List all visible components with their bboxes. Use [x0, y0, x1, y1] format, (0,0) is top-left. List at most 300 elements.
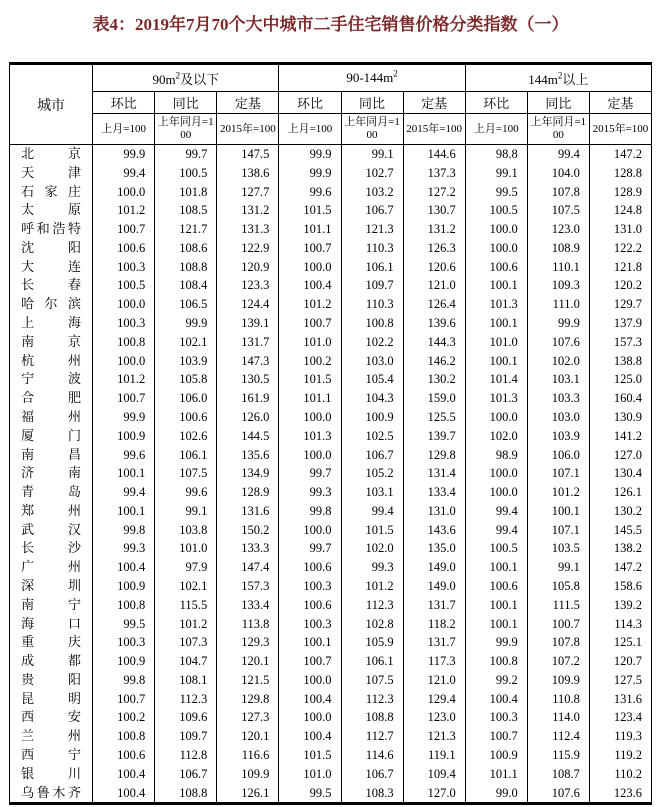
city-name-cell [10, 577, 93, 596]
index-value: 123.3 [217, 276, 279, 295]
index-value: 107.5 [527, 201, 589, 220]
index-value: 100.4 [465, 690, 527, 709]
index-value: 99.9 [465, 633, 527, 652]
index-value: 147.2 [589, 145, 651, 164]
index-value: 141.2 [589, 427, 651, 446]
index-value: 99.3 [93, 539, 155, 558]
metric-header-yoy: 同比 [341, 92, 403, 114]
index-value: 161.9 [217, 389, 279, 408]
index-value: 129.8 [217, 690, 279, 709]
city-name: 沈阳 [21, 239, 82, 255]
index-value: 106.1 [155, 446, 217, 465]
city-name-cell [10, 483, 93, 502]
index-value: 147.5 [217, 145, 279, 164]
index-value: 131.7 [403, 596, 465, 615]
city-name-cell [10, 220, 93, 239]
index-value: 102.2 [341, 333, 403, 352]
index-value: 99.8 [279, 502, 341, 521]
table-row [10, 784, 652, 804]
table-row [10, 652, 652, 671]
index-value: 98.9 [465, 446, 527, 465]
index-value: 106.0 [155, 389, 217, 408]
index-value: 101.5 [279, 201, 341, 220]
city-name-cell [10, 727, 93, 746]
city-name: 昆明 [21, 690, 82, 706]
index-value: 113.8 [217, 615, 279, 634]
index-value: 160.4 [589, 389, 651, 408]
index-value: 100.3 [93, 258, 155, 277]
city-name-cell [10, 784, 93, 804]
city-name: 天津 [21, 164, 82, 180]
index-value: 125.0 [589, 370, 651, 389]
index-value: 147.2 [589, 558, 651, 577]
index-value: 108.5 [155, 201, 217, 220]
index-value: 100.4 [279, 690, 341, 709]
index-value: 100.1 [465, 615, 527, 634]
table-row [10, 558, 652, 577]
index-value: 119.1 [403, 746, 465, 765]
index-value: 110.3 [341, 295, 403, 314]
city-name-cell [10, 708, 93, 727]
index-value: 100.9 [465, 746, 527, 765]
index-value: 102.1 [155, 577, 217, 596]
city-name-cell [10, 276, 93, 295]
city-name-cell [10, 295, 93, 314]
index-value: 101.1 [279, 389, 341, 408]
index-value: 109.7 [155, 727, 217, 746]
table-row [10, 633, 652, 652]
index-value: 120.1 [217, 652, 279, 671]
index-value: 116.6 [217, 746, 279, 765]
city-name-cell [10, 333, 93, 352]
index-value: 101.2 [155, 615, 217, 634]
city-name: 太原 [21, 202, 82, 218]
table-row [10, 370, 652, 389]
index-value: 106.1 [341, 652, 403, 671]
index-value: 101.2 [93, 201, 155, 220]
index-value: 100.4 [279, 727, 341, 746]
index-value: 105.8 [155, 370, 217, 389]
index-value: 101.1 [465, 765, 527, 784]
city-name: 石家庄 [21, 183, 82, 199]
superscript-2: 2 [393, 68, 398, 79]
city-name: 哈尔滨 [21, 296, 82, 312]
table-row [10, 746, 652, 765]
city-name-cell [10, 690, 93, 709]
index-value: 133.4 [403, 483, 465, 502]
index-value: 130.7 [403, 201, 465, 220]
index-value: 100.4 [279, 276, 341, 295]
index-value: 112.3 [155, 690, 217, 709]
table-row [10, 352, 652, 371]
table-row [10, 145, 652, 164]
index-value: 99.7 [279, 464, 341, 483]
index-value: 121.5 [217, 671, 279, 690]
metric-header-yoy: 同比 [155, 92, 217, 114]
base-label-row [10, 114, 652, 145]
index-value: 100.7 [93, 690, 155, 709]
index-value: 107.1 [527, 521, 589, 540]
index-value: 100.1 [93, 502, 155, 521]
index-value: 107.8 [527, 183, 589, 202]
index-value: 139.1 [217, 314, 279, 333]
index-value: 100.0 [93, 352, 155, 371]
superscript-2: 2 [175, 70, 181, 81]
index-value: 126.1 [217, 784, 279, 804]
index-value: 101.8 [155, 183, 217, 202]
index-value: 107.6 [527, 333, 589, 352]
index-value: 137.9 [589, 314, 651, 333]
index-value: 100.8 [93, 333, 155, 352]
table-row [10, 671, 652, 690]
index-value: 131.4 [403, 464, 465, 483]
index-value: 99.9 [279, 164, 341, 183]
index-value: 127.0 [403, 784, 465, 804]
index-value: 99.0 [465, 784, 527, 804]
index-value: 105.9 [341, 633, 403, 652]
index-value: 108.3 [341, 784, 403, 804]
index-value: 101.5 [279, 370, 341, 389]
index-value: 103.1 [341, 483, 403, 502]
index-value: 99.7 [279, 539, 341, 558]
index-value: 100.3 [93, 633, 155, 652]
index-value: 100.8 [93, 727, 155, 746]
index-value: 112.3 [341, 690, 403, 709]
index-value: 99.6 [93, 446, 155, 465]
index-value: 103.9 [527, 427, 589, 446]
table-row [10, 333, 652, 352]
price-index-table [9, 62, 652, 805]
index-value: 101.3 [465, 295, 527, 314]
index-value: 108.4 [155, 276, 217, 295]
index-value: 149.0 [403, 577, 465, 596]
index-value: 99.6 [155, 483, 217, 502]
index-value: 130.9 [589, 408, 651, 427]
index-value: 100.1 [93, 464, 155, 483]
city-name-cell [10, 201, 93, 220]
index-value: 102.6 [155, 427, 217, 446]
index-value: 99.4 [93, 164, 155, 183]
index-value: 99.4 [465, 502, 527, 521]
index-value: 117.3 [403, 652, 465, 671]
index-value: 109.9 [217, 765, 279, 784]
index-value: 100.6 [279, 558, 341, 577]
index-value: 100.3 [93, 314, 155, 333]
table-row [10, 276, 652, 295]
index-value: 99.8 [93, 671, 155, 690]
index-value: 99.4 [341, 502, 403, 521]
index-value: 100.7 [527, 615, 589, 634]
table-row [10, 521, 652, 540]
index-value: 100.0 [279, 521, 341, 540]
index-value: 100.2 [279, 352, 341, 371]
index-value: 100.0 [279, 408, 341, 427]
index-value: 99.5 [93, 615, 155, 634]
page-title: 表4：2019年7月70个大中城市二手住宅销售价格分类指数（一） [92, 15, 569, 34]
index-value: 100.0 [465, 239, 527, 258]
index-value: 131.3 [217, 220, 279, 239]
index-value: 107.3 [155, 633, 217, 652]
index-value: 108.1 [155, 671, 217, 690]
city-name-cell [10, 558, 93, 577]
group-header-90-and-below [93, 64, 279, 92]
index-value: 101.4 [465, 370, 527, 389]
city-name: 杭州 [21, 352, 82, 368]
city-name-cell [10, 258, 93, 277]
index-value: 99.1 [341, 145, 403, 164]
index-value: 149.0 [403, 558, 465, 577]
index-value: 100.0 [93, 183, 155, 202]
index-value: 114.0 [527, 708, 589, 727]
city-name: 北京 [21, 146, 82, 161]
city-name: 兰州 [21, 728, 82, 744]
index-value: 139.7 [403, 427, 465, 446]
index-value: 102.5 [341, 427, 403, 446]
index-value: 99.6 [279, 183, 341, 202]
index-value: 115.9 [527, 746, 589, 765]
index-value: 100.7 [279, 239, 341, 258]
index-value: 114.3 [589, 615, 651, 634]
base-label-2015: 2015年=100 [217, 114, 279, 145]
index-value: 131.2 [217, 201, 279, 220]
index-value: 123.0 [403, 708, 465, 727]
table-row [10, 183, 652, 202]
index-value: 131.6 [217, 502, 279, 521]
index-value: 100.7 [279, 652, 341, 671]
index-value: 100.5 [93, 276, 155, 295]
city-name: 乌鲁木齐 [21, 784, 82, 800]
city-name-cell [10, 389, 93, 408]
index-value: 98.8 [465, 145, 527, 164]
index-value: 99.5 [279, 784, 341, 804]
index-value: 100.5 [465, 539, 527, 558]
table-row [10, 164, 652, 183]
city-name-cell [10, 446, 93, 465]
index-value: 127.0 [589, 446, 651, 465]
index-value: 129.3 [217, 633, 279, 652]
index-value: 100.2 [93, 708, 155, 727]
city-name: 海口 [21, 615, 82, 631]
index-value: 104.7 [155, 652, 217, 671]
metric-header-fixed-base: 定基 [403, 92, 465, 114]
city-name: 南宁 [21, 596, 82, 612]
index-value: 100.7 [279, 314, 341, 333]
index-value: 115.5 [155, 596, 217, 615]
index-value: 147.3 [217, 352, 279, 371]
index-value: 131.6 [589, 690, 651, 709]
index-value: 100.4 [93, 765, 155, 784]
city-name: 上海 [21, 315, 82, 331]
index-value: 102.7 [341, 164, 403, 183]
index-value: 126.3 [403, 239, 465, 258]
index-value: 102.0 [527, 352, 589, 371]
index-value: 99.4 [93, 483, 155, 502]
base-label-prev-year: 上年同月=100 [527, 114, 589, 145]
index-value: 99.7 [155, 145, 217, 164]
metric-header-mom: 环比 [93, 92, 155, 114]
index-value: 131.7 [403, 633, 465, 652]
index-value: 99.1 [527, 558, 589, 577]
index-value: 129.4 [403, 690, 465, 709]
index-value: 119.2 [589, 746, 651, 765]
index-value: 101.0 [465, 333, 527, 352]
city-name: 大连 [21, 258, 82, 274]
index-value: 121.0 [403, 671, 465, 690]
index-value: 109.7 [341, 276, 403, 295]
index-value: 100.3 [279, 615, 341, 634]
table-row [10, 408, 652, 427]
index-value: 99.4 [465, 521, 527, 540]
index-value: 138.6 [217, 164, 279, 183]
index-value: 100.0 [279, 258, 341, 277]
index-value: 106.7 [341, 201, 403, 220]
index-value: 112.4 [527, 727, 589, 746]
index-value: 102.0 [341, 539, 403, 558]
superscript-2: 2 [557, 70, 563, 81]
index-value: 107.6 [527, 784, 589, 804]
index-value: 101.3 [465, 389, 527, 408]
metric-header-mom: 环比 [279, 92, 341, 114]
city-name: 重庆 [21, 634, 82, 650]
index-value: 157.3 [217, 577, 279, 596]
index-value: 123.4 [589, 708, 651, 727]
index-value: 100.9 [93, 427, 155, 446]
city-name-cell [10, 521, 93, 540]
index-value: 100.6 [155, 408, 217, 427]
index-value: 107.5 [155, 464, 217, 483]
table-header [10, 64, 652, 145]
index-value: 106.0 [527, 446, 589, 465]
base-label-prev-month: 上月=100 [465, 114, 527, 145]
table-row [10, 464, 652, 483]
city-name: 银川 [21, 765, 82, 781]
index-value: 102.8 [341, 615, 403, 634]
index-value: 108.9 [527, 239, 589, 258]
metric-header-mom: 环比 [465, 92, 527, 114]
city-name: 郑州 [21, 502, 82, 518]
index-value: 100.5 [465, 201, 527, 220]
index-value: 101.2 [527, 483, 589, 502]
index-value: 112.8 [155, 746, 217, 765]
group-label-pre: 144m [528, 71, 558, 87]
city-name-cell [10, 464, 93, 483]
table-row [10, 201, 652, 220]
index-value: 112.3 [341, 596, 403, 615]
index-value: 108.6 [155, 239, 217, 258]
index-value: 131.0 [589, 220, 651, 239]
index-value: 120.7 [589, 652, 651, 671]
city-name-cell [10, 145, 93, 164]
index-value: 99.9 [279, 145, 341, 164]
table-row [10, 765, 652, 784]
index-value: 122.2 [589, 239, 651, 258]
index-value: 99.9 [527, 314, 589, 333]
index-value: 128.8 [589, 164, 651, 183]
index-value: 111.5 [527, 596, 589, 615]
index-value: 109.6 [155, 708, 217, 727]
city-name-cell [10, 746, 93, 765]
index-value: 131.7 [217, 333, 279, 352]
index-value: 110.3 [341, 239, 403, 258]
city-name: 福州 [21, 408, 82, 424]
city-name: 长沙 [21, 540, 82, 556]
index-value: 104.3 [341, 389, 403, 408]
table-row [10, 502, 652, 521]
table-row [10, 727, 652, 746]
table-row [10, 427, 652, 446]
index-value: 100.6 [465, 577, 527, 596]
index-value: 158.6 [589, 577, 651, 596]
index-value: 144.5 [217, 427, 279, 446]
column-header-city: 城市 [10, 64, 93, 145]
index-value: 107.2 [527, 652, 589, 671]
index-value: 118.2 [403, 615, 465, 634]
index-value: 100.6 [465, 258, 527, 277]
metric-header-fixed-base: 定基 [589, 92, 651, 114]
index-value: 137.3 [403, 164, 465, 183]
city-name-cell [10, 427, 93, 446]
city-name: 贵阳 [21, 671, 82, 687]
index-value: 100.4 [93, 558, 155, 577]
table-row [10, 314, 652, 333]
index-value: 100.3 [279, 577, 341, 596]
index-value: 110.8 [527, 690, 589, 709]
index-value: 100.1 [465, 352, 527, 371]
index-value: 100.7 [465, 727, 527, 746]
index-value: 144.6 [403, 145, 465, 164]
index-value: 101.5 [341, 521, 403, 540]
index-value: 108.7 [527, 765, 589, 784]
index-value: 99.9 [93, 408, 155, 427]
table-body [10, 145, 652, 804]
group-label-post: 以上 [562, 71, 589, 87]
index-value: 124.8 [589, 201, 651, 220]
group-header-144-above [465, 64, 651, 92]
metric-header-row [10, 92, 652, 114]
base-label-2015: 2015年=100 [403, 114, 465, 145]
index-value: 106.7 [341, 446, 403, 465]
index-value: 126.1 [589, 483, 651, 502]
index-value: 119.3 [589, 727, 651, 746]
index-value: 139.6 [403, 314, 465, 333]
index-value: 99.5 [465, 183, 527, 202]
city-name: 广州 [21, 559, 82, 575]
index-value: 133.4 [217, 596, 279, 615]
index-value: 120.9 [217, 258, 279, 277]
index-value: 135.6 [217, 446, 279, 465]
index-value: 100.1 [279, 633, 341, 652]
base-label-prev-month: 上月=100 [279, 114, 341, 145]
index-value: 99.1 [465, 164, 527, 183]
table-row [10, 596, 652, 615]
index-value: 125.1 [589, 633, 651, 652]
city-name-cell [10, 652, 93, 671]
index-value: 100.1 [465, 558, 527, 577]
city-name: 深圳 [21, 577, 82, 593]
index-value: 120.2 [589, 276, 651, 295]
index-value: 103.0 [341, 352, 403, 371]
index-value: 101.2 [93, 370, 155, 389]
city-name: 青岛 [21, 484, 82, 500]
index-value: 135.0 [403, 539, 465, 558]
index-value: 107.5 [341, 671, 403, 690]
index-value: 100.7 [93, 389, 155, 408]
index-value: 100.0 [465, 220, 527, 239]
index-value: 103.1 [527, 370, 589, 389]
table-row [10, 389, 652, 408]
group-header-row [10, 64, 652, 92]
city-name: 宁波 [21, 371, 82, 387]
